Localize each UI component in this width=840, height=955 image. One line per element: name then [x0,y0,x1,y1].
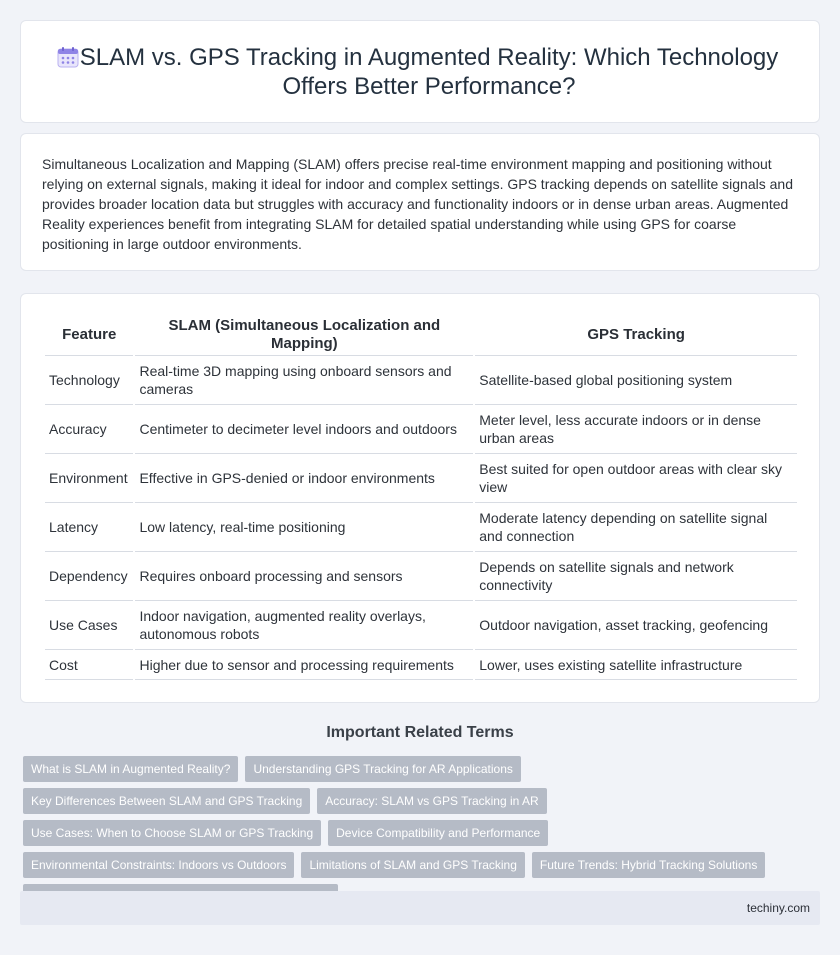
table-cell: Meter level, less accurate indoors or in dense urban areas [475,405,797,454]
related-term-tag[interactable]: Limitations of SLAM and GPS Tracking [301,852,524,878]
page-title: SLAM vs. GPS Tracking in Augmented Reality: Which Technology Offers Better Performance? [79,44,779,100]
table-row [45,454,797,503]
comparison-table [43,314,799,680]
related-term-tag[interactable]: Use Cases: When to Choose SLAM or GPS Tracking [23,820,321,846]
footer [20,891,820,925]
title-card [20,20,820,123]
table-cell: Low latency, real-time positioning [135,503,473,552]
column-header-gps: GPS Tracking [475,314,797,356]
related-terms-heading: Important Related Terms [326,724,514,741]
table-cell: Outdoor navigation, asset tracking, geofencing [475,601,797,650]
table-row [45,503,797,552]
table-cell: Environment [45,454,133,503]
table-cell: Best suited for open outdoor areas with clear sky view [475,454,797,503]
intro-card [20,133,820,271]
related-term-tag[interactable]: Future Trends: Hybrid Tracking Solutions [532,852,765,878]
intro-paragraph: Simultaneous Localization and Mapping (SLAM) offers precise real-time environment mapping and positioning without relying on external signals, making it ideal for indoor and complex settings. GPS tracking depends on satellite signals and provides broader location data but struggles with accuracy and functionality indoors or in dense urban areas. Augmented Reality experiences benefit from integrating SLAM for detailed spatial understanding while using GPS for coarse positioning in large outdoor environments. [42,156,793,252]
related-term-tag[interactable]: Key Differences Between SLAM and GPS Tracking [23,788,310,814]
related-term-tag[interactable]: Environmental Constraints: Indoors vs Outdoors [23,852,294,878]
table-row [45,650,797,680]
table-cell: Indoor navigation, augmented reality overlays, autonomous robots [135,601,473,650]
related-term-tag[interactable]: Accuracy: SLAM vs GPS Tracking in AR [317,788,546,814]
table-row [45,552,797,601]
footer-site-name[interactable]: techiny.com [746,901,810,915]
table-cell: Higher due to sensor and processing requirements [135,650,473,680]
table-cell: Centimeter to decimeter level indoors and outdoors [135,405,473,454]
table-cell: Depends on satellite signals and network connectivity [475,552,797,601]
related-term-tag[interactable]: Device Compatibility and Performance [328,820,548,846]
table-cell: Real-time 3D mapping using onboard sensors and cameras [135,356,473,405]
table-cell: Accuracy [45,405,133,454]
table-cell: Dependency [45,552,133,601]
table-row [45,405,797,454]
table-cell: Effective in GPS-denied or indoor environments [135,454,473,503]
table-cell: Requires onboard processing and sensors [135,552,473,601]
comparison-table-card [20,293,820,703]
table-row [45,356,797,405]
table-header-row [45,314,797,356]
table-cell: Cost [45,650,133,680]
column-header-feature: Feature [45,314,133,356]
table-cell: Latency [45,503,133,552]
table-cell: Satellite-based global positioning system [475,356,797,405]
column-header-slam: SLAM (Simultaneous Localization and Mapping) [135,314,473,356]
table-cell: Technology [45,356,133,405]
related-term-tag[interactable]: Understanding GPS Tracking for AR Applications [245,756,520,782]
table-cell: Lower, uses existing satellite infrastructure [475,650,797,680]
related-terms-list [23,756,813,910]
table-cell: Use Cases [45,601,133,650]
related-term-tag[interactable]: What is SLAM in Augmented Reality? [23,756,238,782]
table-row [45,601,797,650]
table-cell: Moderate latency depending on satellite signal and connection [475,503,797,552]
